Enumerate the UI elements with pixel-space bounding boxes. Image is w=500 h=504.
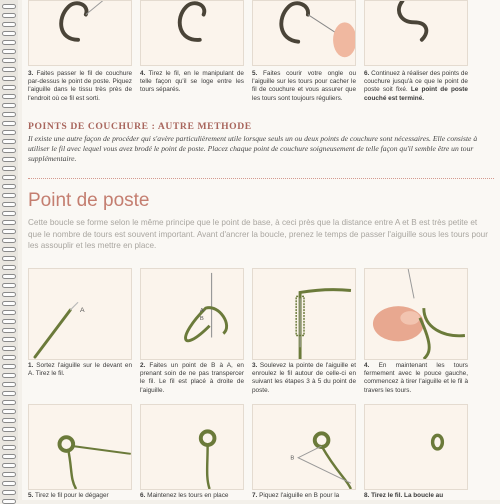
photo-mid-4 xyxy=(364,268,468,360)
spiral-loop xyxy=(2,184,16,189)
photo-mid-1 xyxy=(28,268,132,360)
spiral-loop xyxy=(2,292,16,297)
spiral-loop xyxy=(2,121,16,126)
spiral-loop xyxy=(2,373,16,378)
spiral-loop xyxy=(2,76,16,81)
spiral-loop xyxy=(2,454,16,459)
photo-bot-7 xyxy=(252,404,356,490)
spiral-loop xyxy=(2,265,16,270)
spiral-loop xyxy=(2,13,16,18)
label-a-2: A xyxy=(199,308,204,315)
label-b: B xyxy=(199,315,204,322)
spiral-loop xyxy=(2,319,16,324)
spiral-loop xyxy=(2,148,16,153)
spiral-loop xyxy=(2,346,16,351)
spiral-loop xyxy=(2,40,16,45)
spiral-loop xyxy=(2,157,16,162)
spiral-loop xyxy=(2,211,16,216)
section-title: POINTS DE COUCHURE : AUTRE METHODE xyxy=(28,121,252,132)
spiral-binding xyxy=(0,0,18,500)
caption-mid-3: 3. Soulevez la pointe de l'aiguille et enroulez le fil autour de celle-ci en suivant les étapes 3 à 5 du point de poste. xyxy=(252,362,356,394)
spiral-loop xyxy=(2,463,16,468)
spiral-loop xyxy=(2,400,16,405)
spiral-loop xyxy=(2,85,16,90)
spiral-loop xyxy=(2,58,16,63)
section-intro: Il existe une autre façon de procéder qui s'avère particulièrement utile lorsque seuls un ou deux points de couchure sont nécessaires. Elle consiste à utiliser le fil avec lequel vous avez brodé le point de poste. Placez chaque point de couchure soigneusement de telle façon qu'il semble être un tour supplémentaire. xyxy=(28,134,478,164)
spiral-loop xyxy=(2,67,16,72)
spiral-loop xyxy=(2,355,16,360)
photo-top-3 xyxy=(252,0,356,66)
spiral-loop xyxy=(2,256,16,261)
spiral-loop xyxy=(2,409,16,414)
spiral-loop xyxy=(2,103,16,108)
photo-bot-6 xyxy=(140,404,244,490)
caption-mid-1: 1. Sortez l'aiguille sur le devant en A. Tirez le fil. xyxy=(28,362,132,378)
caption-bot-8: 8. Tirez le fil. La boucle au xyxy=(364,492,444,499)
divider xyxy=(28,178,494,179)
spiral-loop xyxy=(2,4,16,9)
spiral-loop xyxy=(2,22,16,27)
spiral-loop xyxy=(2,94,16,99)
spiral-loop xyxy=(2,310,16,315)
spiral-loop xyxy=(2,247,16,252)
spiral-loop xyxy=(2,238,16,243)
spiral-loop xyxy=(2,112,16,117)
photo-top-4 xyxy=(364,0,468,66)
spiral-loop xyxy=(2,193,16,198)
caption-mid-4: 4. En maintenant les tours fermement avec le pouce gauche, commencez à tirer l'aiguille et le fil à travers les tours. xyxy=(364,362,469,394)
page-heading: Point de poste xyxy=(28,190,150,211)
caption-top-3: 3. Faites passer le fil de couchure par-dessus le point de poste. Piquez l'aiguille dans le tissu très près de l'endroit où ce fil est sorti. xyxy=(28,70,132,102)
spiral-loop xyxy=(2,337,16,342)
spiral-loop xyxy=(2,427,16,432)
spiral-loop xyxy=(2,31,16,36)
spiral-loop xyxy=(2,274,16,279)
spiral-loop xyxy=(2,445,16,450)
spiral-loop xyxy=(2,283,16,288)
label-a: A xyxy=(80,307,85,315)
spiral-loop xyxy=(2,139,16,144)
spiral-loop xyxy=(2,220,16,225)
photo-bot-8 xyxy=(364,404,468,490)
heading-body: Cette boucle se forme selon le même principe que le point de base, à ceci près que la distance entre A et B est très petite et que le nombre de tours est souvent important. Avant d'ancrer la boucle, prenez le temps de passer l'aiguille sous les tours pour les assouplir et les mettre en place. xyxy=(28,218,488,251)
spiral-loop xyxy=(2,301,16,306)
caption-bot-5: 5. Tirez le fil pour le dégager xyxy=(28,492,109,499)
photo-top-2 xyxy=(140,0,244,66)
photo-bot-5 xyxy=(28,404,132,490)
caption-top-5: 5. Faites courir votre ongle ou l'aiguille sur les tours pour cacher le fil de couchure et vous assurer que les tours sont toujours réguliers. xyxy=(252,70,357,102)
caption-top-6: 6. Continuez à réaliser des points de couchure jusqu'à ce que le point de poste soit fixé. Le point de poste couché est terminé. xyxy=(364,70,468,102)
label-b-2: B xyxy=(290,455,295,462)
spiral-loop xyxy=(2,391,16,396)
caption-bot-6: 6. Maintenez les tours en place xyxy=(140,492,229,499)
caption-mid-2: 2. Faites un point de B à A, en prenant soin de ne pas transpercer le fil. Le fil est placé à droite de l'aiguille. xyxy=(140,362,244,394)
spiral-loop xyxy=(2,490,16,495)
spiral-loop xyxy=(2,166,16,171)
spiral-loop xyxy=(2,49,16,54)
spiral-loop xyxy=(2,472,16,477)
photo-mid-3 xyxy=(252,268,356,360)
spiral-loop xyxy=(2,481,16,486)
spiral-loop xyxy=(2,130,16,135)
photo-mid-2 xyxy=(140,268,244,360)
spiral-loop xyxy=(2,202,16,207)
spiral-loop xyxy=(2,382,16,387)
spiral-loop xyxy=(2,229,16,234)
spiral-loop xyxy=(2,418,16,423)
caption-bot-7: 7. Piquez l'aiguille en B pour la xyxy=(252,492,340,499)
caption-top-4: 4. Tirez le fil, en le manipulant de telle façon qu'il se loge entre les tours séparés. xyxy=(140,70,244,94)
spiral-loop xyxy=(2,364,16,369)
spiral-loop xyxy=(2,436,16,441)
photo-top-1 xyxy=(28,0,132,66)
book-page xyxy=(22,0,500,500)
spiral-loop xyxy=(2,328,16,333)
spiral-loop xyxy=(2,175,16,180)
